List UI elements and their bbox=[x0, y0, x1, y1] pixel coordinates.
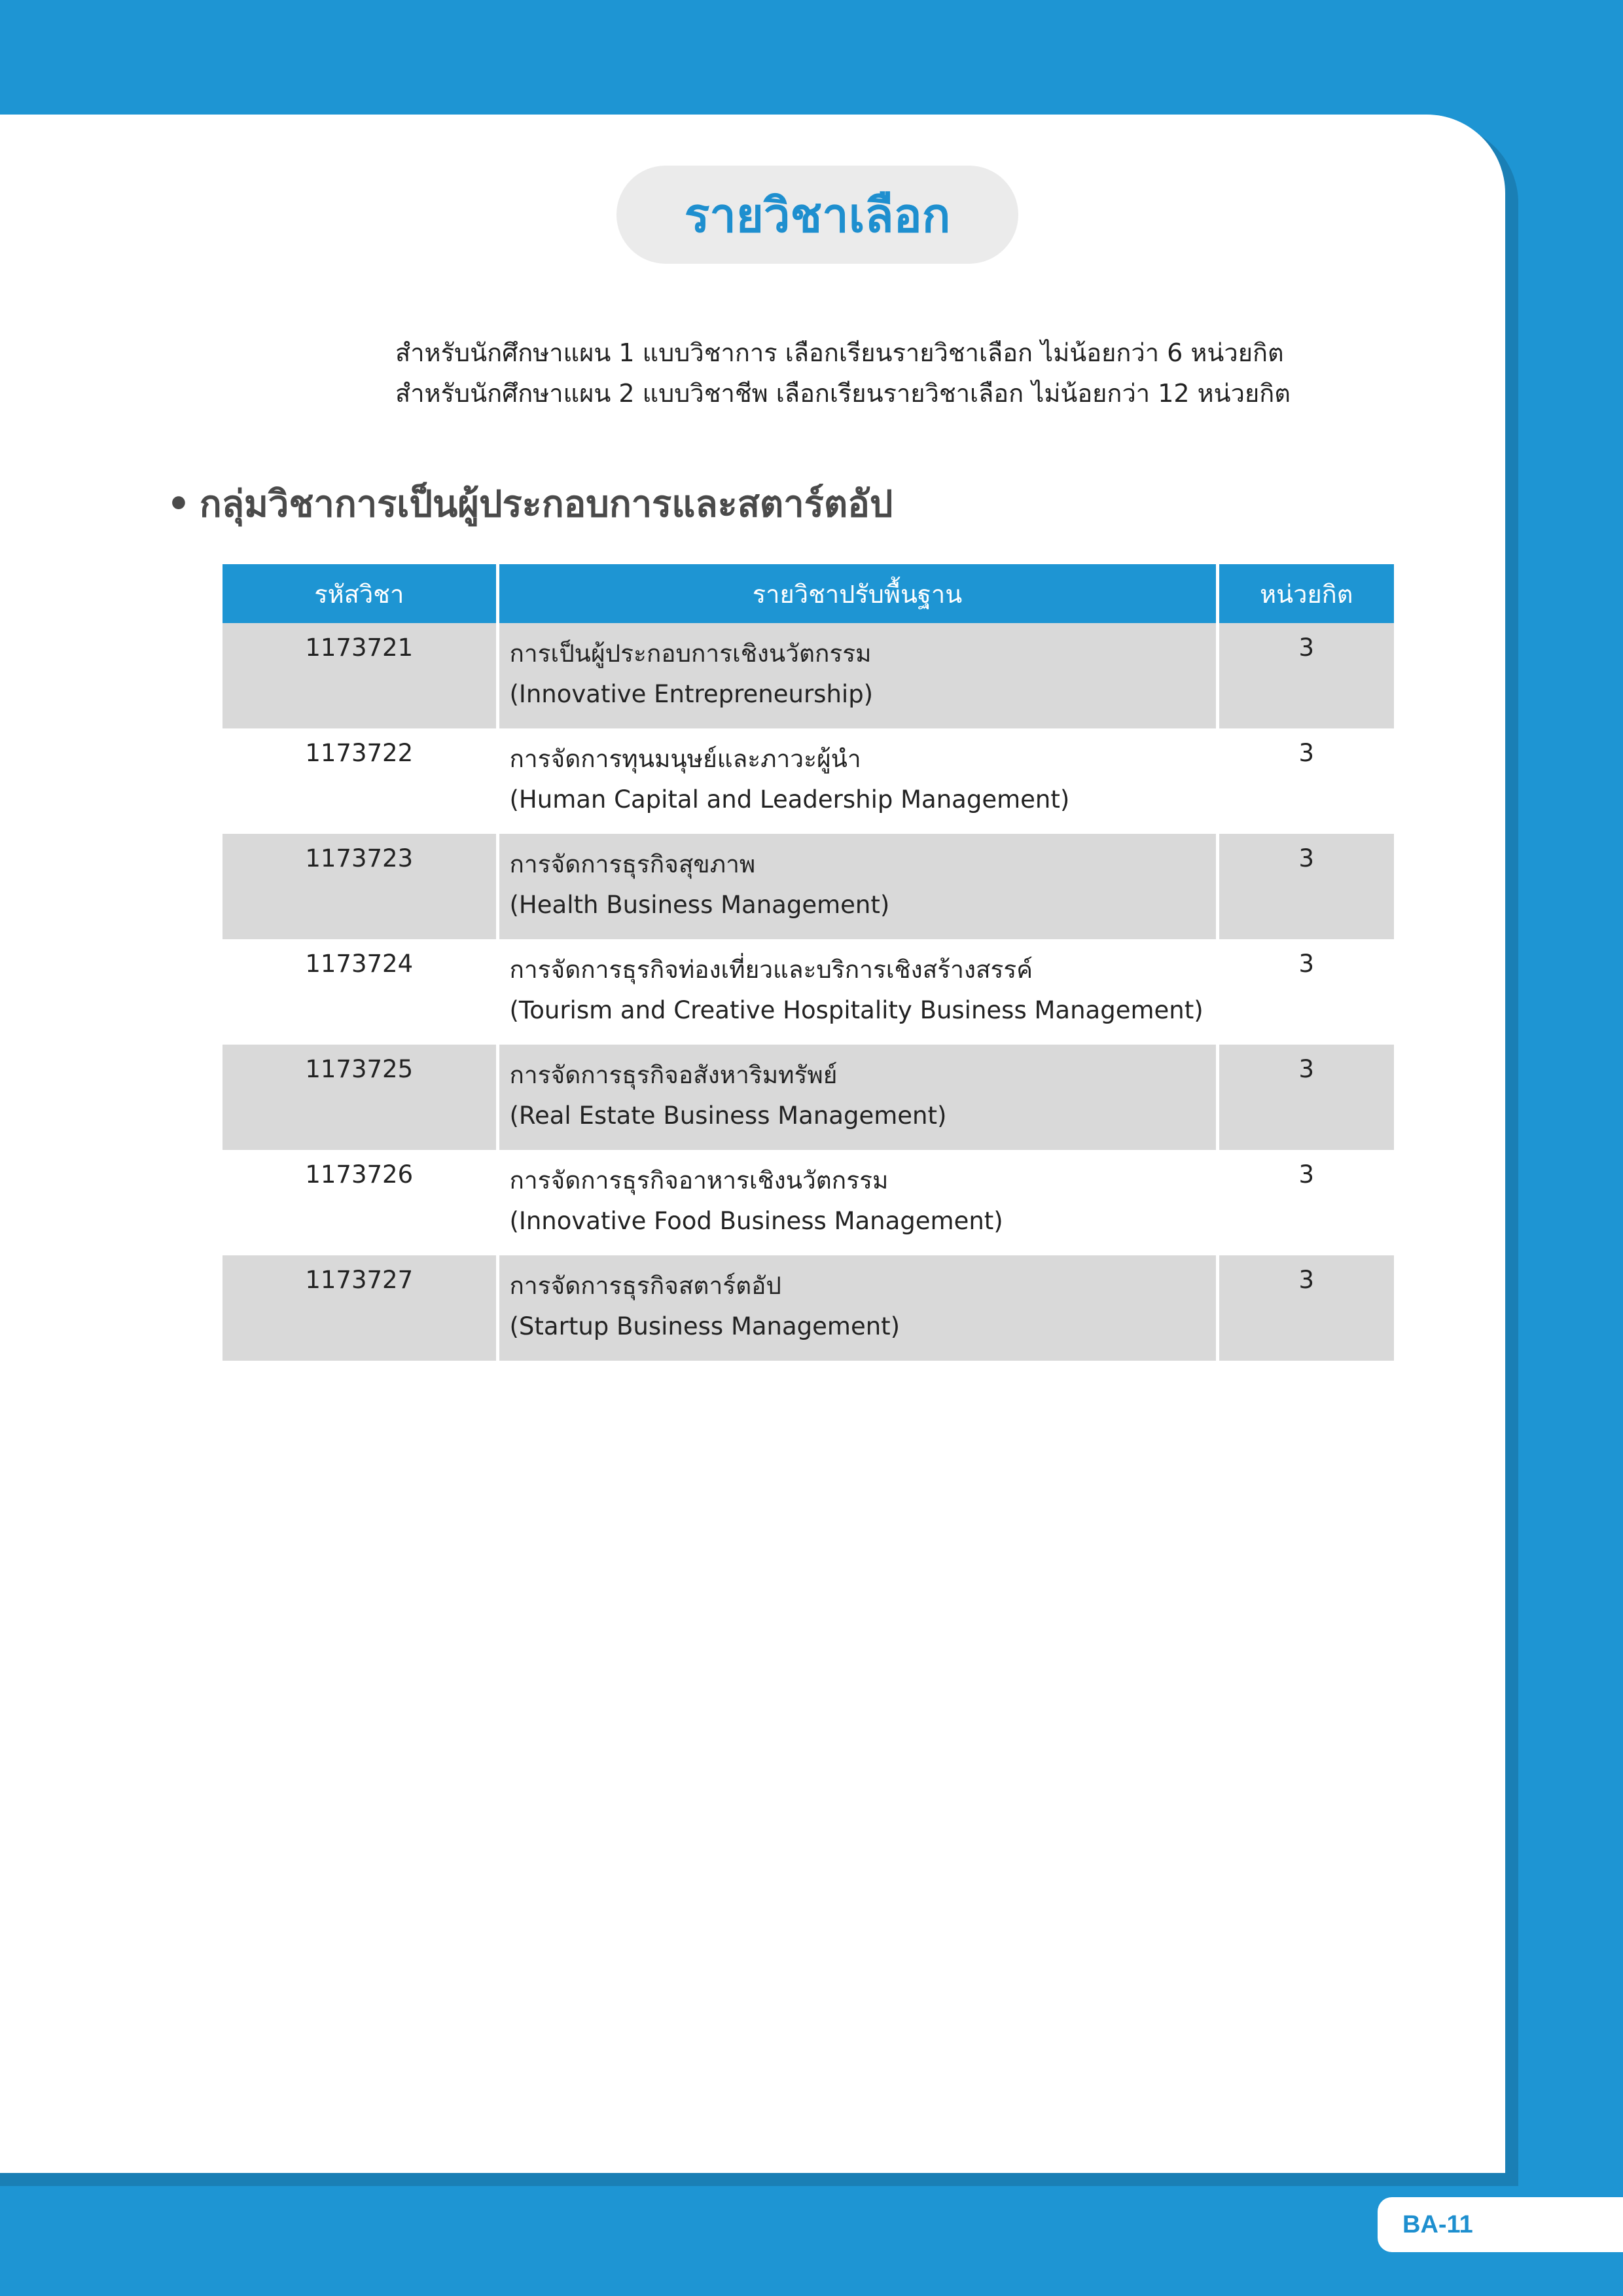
bullet-icon: • bbox=[167, 483, 190, 526]
section-heading bbox=[167, 475, 893, 533]
course-name-en: (Human Capital and Leadership Management) bbox=[509, 785, 1070, 814]
course-name-th: การจัดการธุรกิจอาหารเชิงนวัตกรรม bbox=[509, 1166, 889, 1194]
course-credits: 3 bbox=[1217, 1255, 1394, 1361]
course-name-en: (Innovative Food Business Management) bbox=[509, 1207, 1003, 1235]
course-credits: 3 bbox=[1298, 950, 1315, 978]
table-row bbox=[223, 1150, 1394, 1255]
course-name-en: (Innovative Entrepreneurship) bbox=[509, 680, 874, 708]
page-title-pill bbox=[616, 166, 1018, 264]
header-credits: หน่วยกิต bbox=[1217, 564, 1394, 623]
course-credits: 3 bbox=[1217, 1045, 1394, 1150]
course-code: 1173726 bbox=[223, 1150, 497, 1255]
table-row bbox=[223, 623, 1394, 728]
course-name-th: การจัดการธุรกิจท่องเที่ยวและบริการเชิงสร้างสรรค์ bbox=[509, 956, 1033, 984]
intro-line-2: สำหรับนักศึกษาแผน 2 แบบวิชาชีพ เลือกเรียนรายวิชาเลือก ไม่น้อยกว่า 12 หน่วยกิต bbox=[395, 379, 1291, 408]
table-row bbox=[223, 834, 1394, 939]
course-name-th: การจัดการทุนมนุษย์และภาวะผู้นำ bbox=[509, 745, 861, 773]
course-name-en: (Startup Business Management) bbox=[509, 1312, 901, 1340]
course-name-th: การจัดการธุรกิจอสังหาริมทรัพย์ bbox=[509, 1061, 838, 1089]
course-credits: 3 bbox=[1217, 834, 1394, 939]
course-name-th: การจัดการธุรกิจสุขภาพ bbox=[509, 850, 756, 878]
course-name bbox=[497, 1255, 1217, 1361]
section-heading-text: กลุ่มวิชาการเป็นผู้ประกอบการและสตาร์ตอัป bbox=[199, 483, 893, 526]
table-row bbox=[223, 939, 1394, 1045]
course-code: 1173721 bbox=[223, 623, 497, 728]
course-credits: 3 bbox=[1217, 623, 1394, 728]
table-header-row bbox=[223, 564, 1394, 623]
course-credits: 3 bbox=[1298, 1160, 1315, 1189]
course-name-en: (Tourism and Creative Hospitality Business Management) bbox=[509, 996, 1204, 1024]
courses-table bbox=[223, 564, 1394, 1361]
intro-text bbox=[395, 332, 1377, 414]
table-row bbox=[223, 1045, 1394, 1150]
course-name-th: การจัดการธุรกิจสตาร์ตอัป bbox=[509, 1272, 781, 1300]
course-name bbox=[497, 623, 1217, 728]
page-title: รายวิชาเลือก bbox=[684, 187, 951, 243]
course-code: 1173723 bbox=[223, 834, 497, 939]
page-number-tab bbox=[1378, 2197, 1623, 2252]
course-code: 1173727 bbox=[223, 1255, 497, 1361]
course-credits: 3 bbox=[1298, 739, 1315, 767]
intro-line-1: สำหรับนักศึกษาแผน 1 แบบวิชาการ เลือกเรียนรายวิชาเลือก ไม่น้อยกว่า 6 หน่วยกิต bbox=[395, 338, 1284, 367]
table-row bbox=[223, 728, 1394, 834]
course-code: 1173725 bbox=[223, 1045, 497, 1150]
course-name bbox=[497, 728, 1217, 834]
course-name bbox=[497, 1150, 1217, 1255]
course-name bbox=[497, 834, 1217, 939]
course-name-en: (Health Business Management) bbox=[509, 891, 890, 919]
page-number: BA-11 bbox=[1402, 2211, 1473, 2238]
course-name-th: การเป็นผู้ประกอบการเชิงนวัตกรรม bbox=[509, 639, 872, 668]
course-name bbox=[497, 939, 1217, 1045]
course-code: 1173724 bbox=[223, 939, 497, 1045]
header-name: รายวิชาปรับพื้นฐาน bbox=[497, 564, 1217, 623]
course-name bbox=[497, 1045, 1217, 1150]
header-code: รหัสวิชา bbox=[223, 564, 497, 623]
course-code: 1173722 bbox=[223, 728, 497, 834]
table-row bbox=[223, 1255, 1394, 1361]
course-name-en: (Real Estate Business Management) bbox=[509, 1102, 947, 1130]
